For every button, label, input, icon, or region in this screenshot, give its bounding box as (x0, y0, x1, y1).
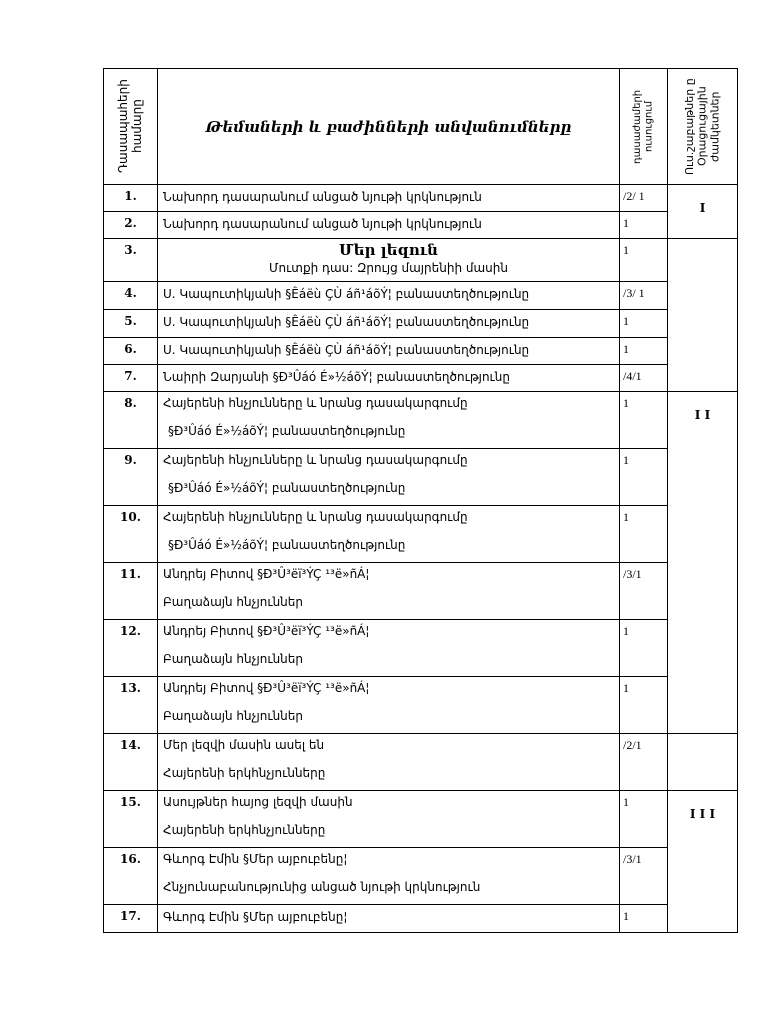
row-topic-line: Նաիրի Զարյանի §Ð³Ûáó É»½áõÝ¦ բանաստեղծությունը (163, 370, 510, 384)
week-cell: I I I (668, 791, 738, 933)
row-topic (158, 392, 620, 449)
row-hours: /3/1 (620, 563, 668, 620)
row-number: 5. (104, 310, 158, 338)
row-topic-subline: Հայերենի երկհնչյունները (163, 766, 326, 780)
row-topic (158, 449, 620, 506)
row-topic (158, 677, 620, 734)
row-hours: 1 (620, 239, 668, 282)
row-topic-line: Գևորգ Էմին §Մեր այբուբենը¦ (163, 852, 348, 866)
row-topic-line: Ս. Կապուտիկյանի §Êáëù ÇÙ áñ¹áõÝ¦ բանաստեղծությունը (163, 315, 530, 329)
row-topic (158, 848, 620, 905)
row-topic-subline: Բաղաձայն հնչյուններ (163, 709, 303, 723)
row-topic-subline: Բաղաձայն հնչյուններ (163, 595, 303, 609)
row-topic-subline: Մուտքի դաս: Զրույց մայրենիի մասին (268, 261, 509, 275)
row-number: 17. (104, 905, 158, 933)
row-topic-line: Նախորդ դասարանում անցած նյութի կրկնություն (163, 217, 482, 231)
row-hours: 1 (620, 449, 668, 506)
row-number: 11. (104, 563, 158, 620)
row-topic (158, 734, 620, 791)
row-topic-line: Մեր լեզվի մասին ասել են (163, 738, 325, 752)
week-cell-empty (668, 734, 738, 791)
row-hours: /4/1 (620, 365, 668, 392)
row-topic-line: Գևորգ Էմին §Մեր այբուբենը¦ (163, 910, 348, 924)
header-hours-label: դասաժամերի ուսուցում (632, 89, 655, 164)
table-row (104, 563, 738, 620)
row-topic-subline: Բաղաձայն հնչյուններ (163, 652, 303, 666)
table-row (104, 185, 738, 212)
row-topic (158, 185, 620, 212)
header-weeks-label: Ուս.շաբաթներ ը Օրացուցային ժամկետներ (682, 78, 721, 175)
row-number: 16. (104, 848, 158, 905)
row-topic-line: Հայերենի հնչյունները և նրանց դասակարգումը (163, 510, 468, 524)
row-hours: 1 (620, 677, 668, 734)
table-row (104, 365, 738, 392)
row-topic-subline: Հայերենի երկհնչյունները (163, 823, 326, 837)
table-row (104, 212, 738, 239)
row-number: 9. (104, 449, 158, 506)
row-number: 12. (104, 620, 158, 677)
row-hours: 1 (620, 905, 668, 933)
row-hours: 1 (620, 212, 668, 239)
table-row (104, 392, 738, 449)
lesson-plan-table (103, 68, 738, 933)
row-topic (158, 282, 620, 310)
row-topic-subline: §Ð³Ûáó É»½áõÝ¦ բանաստեղծությունը (168, 481, 406, 495)
row-number: 6. (104, 338, 158, 365)
row-topic-line: Անդրեյ Բիտով §Ð³Û³ëï³ÝÇ ¹³ë»ñÁ¦ (163, 624, 370, 638)
week-cell: I (668, 185, 738, 239)
row-topic (158, 365, 620, 392)
row-hours: /3/1 (620, 848, 668, 905)
row-topic-line: Անդրեյ Բիտով §Ð³Û³ëï³ÝÇ ¹³ë»ñÁ¦ (163, 681, 370, 695)
header-weeks (668, 69, 738, 185)
row-topic (158, 338, 620, 365)
table-row (104, 338, 738, 365)
row-topic-subline: §Ð³Ûáó É»½áõÝ¦ բանաստեղծությունը (168, 538, 406, 552)
row-hours: 1 (620, 791, 668, 848)
row-topic-line: Ս. Կապուտիկյանի §Êáëù ÇÙ áñ¹áõÝ¦ բանաստեղծությունը (163, 343, 530, 357)
table-row (104, 848, 738, 905)
header-lesson-number-label: Դասապահերի համարը (115, 79, 144, 174)
row-topic-line: Նախորդ դասարանում անցած նյութի կրկնություն (163, 190, 482, 204)
table-row (104, 239, 738, 282)
table-row (104, 677, 738, 734)
table-row (104, 905, 738, 933)
row-hours: 1 (620, 620, 668, 677)
row-hours: /3/ 1 (620, 282, 668, 310)
section-title: Մեր լեզուն (339, 241, 438, 259)
row-number: 10. (104, 506, 158, 563)
row-topic (158, 212, 620, 239)
row-topic-line: Անդրեյ Բիտով §Ð³Û³ëï³ÝÇ ¹³ë»ñÁ¦ (163, 567, 370, 581)
row-topic-line: Հայերենի հնչյունները և նրանց դասակարգումը (163, 453, 468, 467)
row-hours: 1 (620, 506, 668, 563)
table-header-row (104, 69, 738, 185)
row-topic-subline: Հնչյունաբանությունից անցած նյութի կրկնություն (163, 880, 481, 894)
row-topic (158, 563, 620, 620)
row-topic (158, 905, 620, 933)
row-topic (158, 620, 620, 677)
row-number: 3. (104, 239, 158, 282)
row-topic (158, 310, 620, 338)
row-hours: 1 (620, 310, 668, 338)
table-row (104, 310, 738, 338)
table-row (104, 620, 738, 677)
row-topic-line: Ասույթներ հայոց լեզվի մասին (163, 795, 353, 809)
row-topic-subline: §Ð³Ûáó É»½áõÝ¦ բանաստեղծությունը (168, 424, 406, 438)
header-hours (620, 69, 668, 185)
row-number: 8. (104, 392, 158, 449)
row-hours: /2/ 1 (620, 185, 668, 212)
week-cell: I I (668, 392, 738, 734)
row-topic (158, 239, 620, 282)
row-topic-line: Հայերենի հնչյունները և նրանց դասակարգումը (163, 396, 468, 410)
row-number: 14. (104, 734, 158, 791)
row-number: 15. (104, 791, 158, 848)
row-number: 7. (104, 365, 158, 392)
table-row (104, 449, 738, 506)
row-hours: /2/1 (620, 734, 668, 791)
table-row (104, 506, 738, 563)
row-number: 1. (104, 185, 158, 212)
table-row (104, 791, 738, 848)
row-topic (158, 506, 620, 563)
header-topics: Թեմաների և բաժինների անվանումները (158, 69, 620, 185)
row-number: 13. (104, 677, 158, 734)
row-hours: 1 (620, 392, 668, 449)
row-topic (158, 791, 620, 848)
header-lesson-number (104, 69, 158, 185)
table-row (104, 282, 738, 310)
table-row (104, 734, 738, 791)
row-number: 2. (104, 212, 158, 239)
row-topic-line: Ս. Կապուտիկյանի §Êáëù ÇÙ áñ¹áõÝ¦ բանաստեղծությունը (163, 287, 530, 301)
row-hours: 1 (620, 338, 668, 365)
week-cell-empty (668, 239, 738, 392)
row-number: 4. (104, 282, 158, 310)
